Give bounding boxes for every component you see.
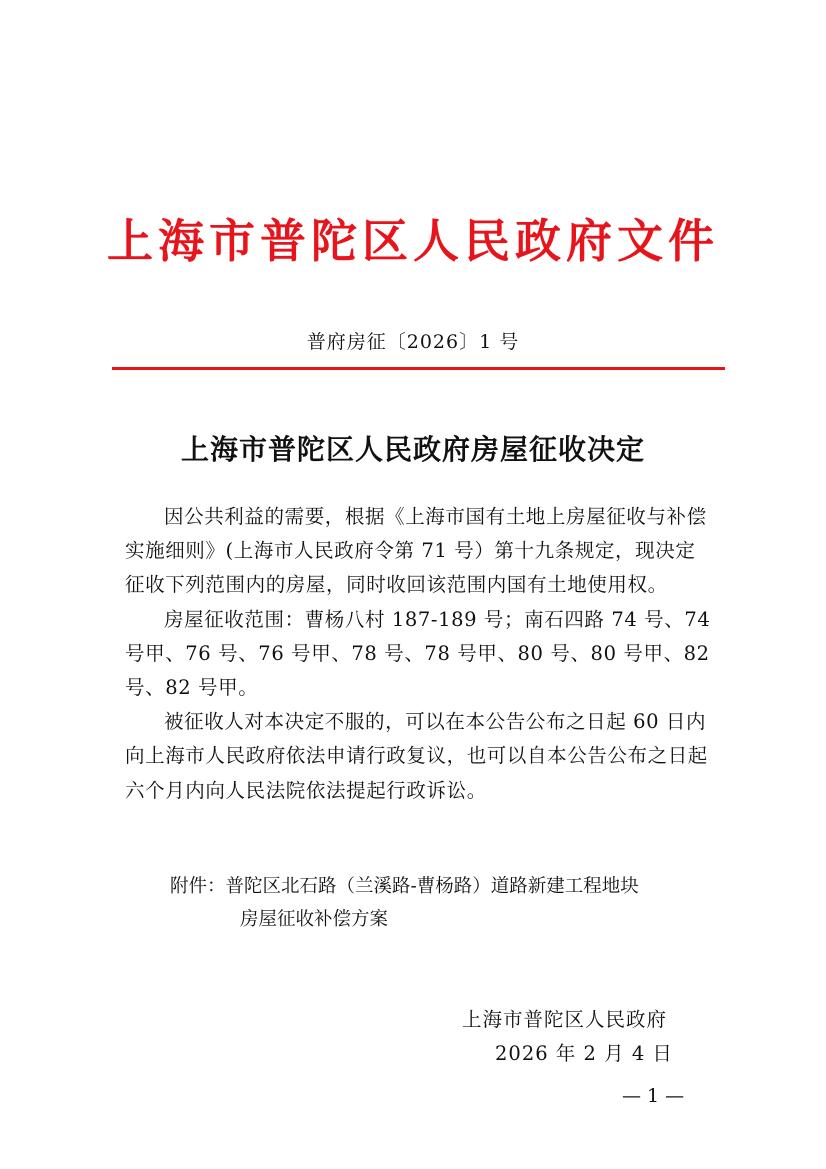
document-body	[125, 500, 715, 808]
signature-organization: 上海市普陀区人民政府	[462, 1008, 668, 1031]
red-divider-line	[112, 367, 725, 370]
red-header-title: 上海市普陀区人民政府文件	[107, 214, 719, 268]
paragraph-appeal: 被征收人对本决定不服的，可以在本公告公布之日起 60 日内向上海市人民政府依法申请行政复议，也可以自本公告公布之日起六个月内向人民法院依法提起行政诉讼。	[125, 710, 708, 802]
attachment-label: 附件：	[170, 876, 226, 897]
attachment-block	[170, 870, 639, 936]
page-number: — 1 —	[622, 1085, 685, 1107]
paragraph-scope: 房屋征收范围：曹杨八村 187-189 号；南石四路 74 号、74 号甲、76 号、76 号甲、78 号、78 号甲、80 号、80 号甲、82 号、82 号甲。	[125, 607, 711, 700]
document-title: 上海市普陀区人民政府房屋征收决定	[180, 433, 645, 466]
signature-date: 2026 年 2 月 4 日	[495, 1042, 673, 1065]
attachment-title-line2: 房屋征收补偿方案	[240, 909, 389, 930]
attachment-title-line1: 普陀区北石路（兰溪路-曹杨路）道路新建工程地块	[225, 876, 639, 897]
document-number: 普府房征〔2026〕1 号	[306, 331, 520, 353]
paragraph-basis: 因公共利益的需要，根据《上海市国有土地上房屋征收与补偿实施细则》(上海市人民政府令第 71 号）第十九条规定，现决定征收下列范围内的房屋，同时收回该范围内国有土地使用权。	[125, 505, 707, 597]
